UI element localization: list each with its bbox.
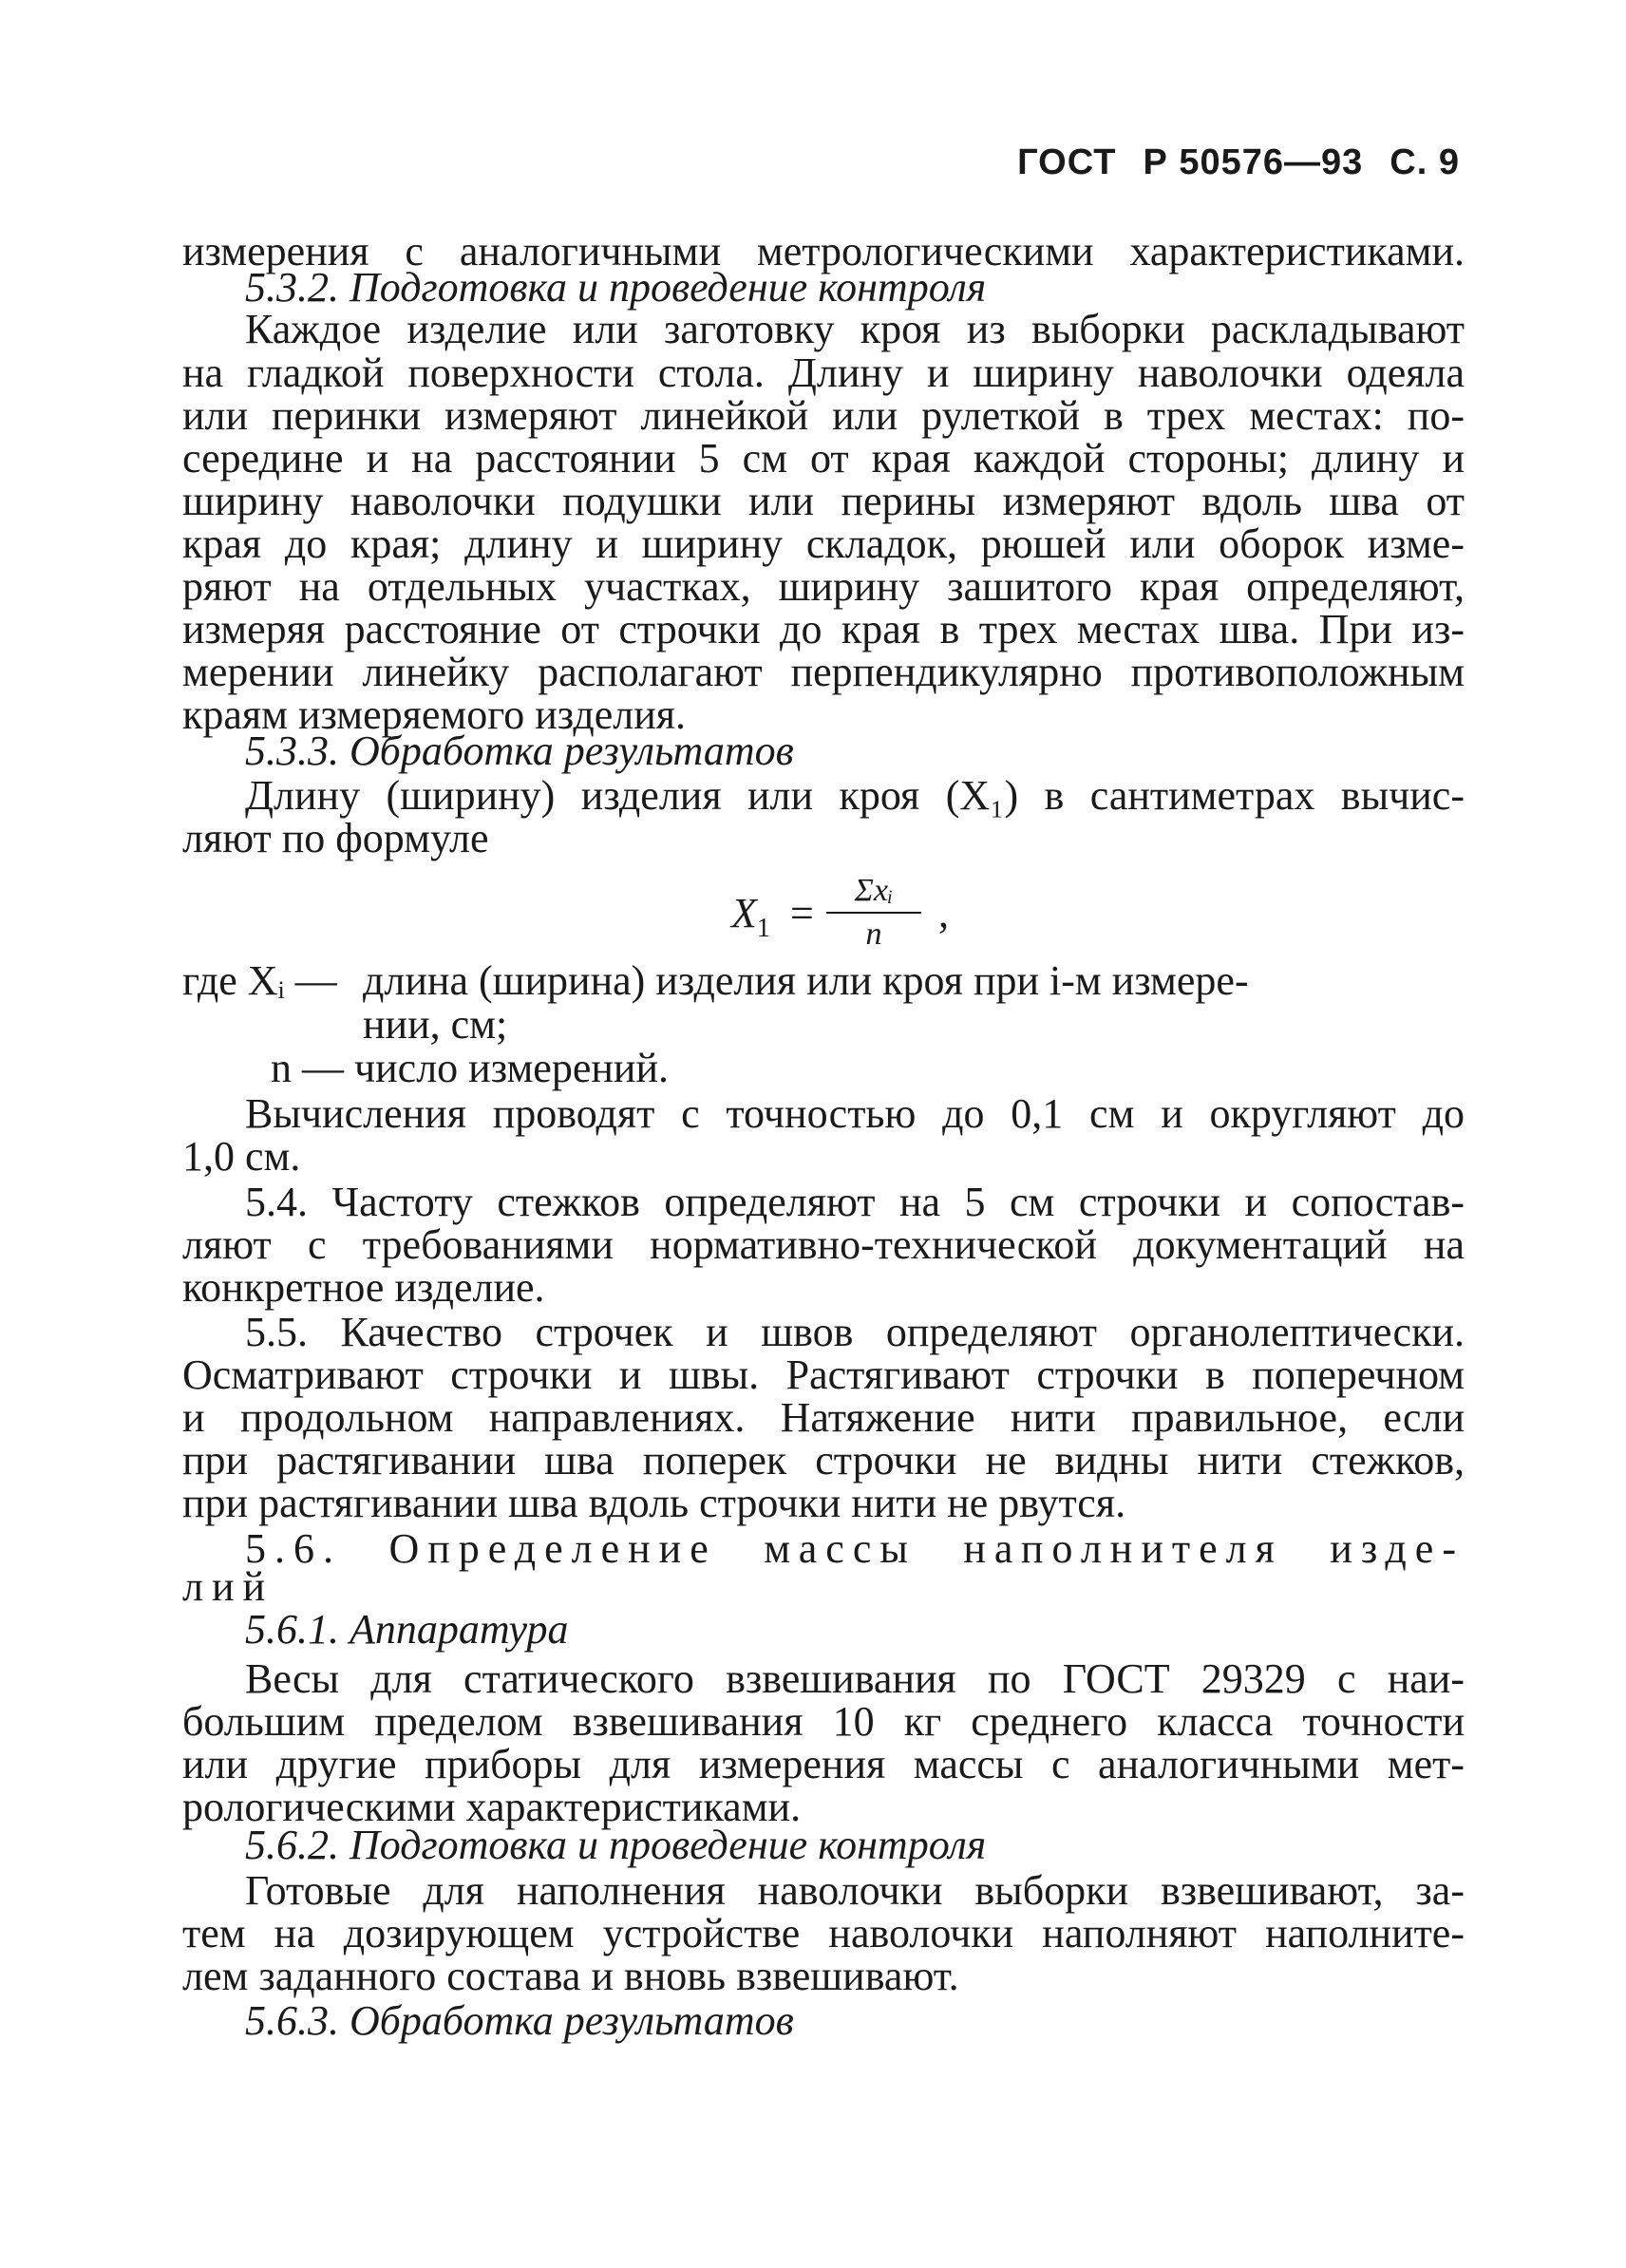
text-line: края до края; длину и ширину складок, рюшей или оборок изме- — [182, 520, 1465, 567]
text-line: мерении линейку располагают перпендикулярно противоположным — [182, 649, 1465, 695]
text-line: при растягивании шва поперек строчки не видны нити стежков, — [182, 1437, 1465, 1484]
formula — [731, 872, 1016, 957]
text-line: или другие приборы для измерения массы с аналогичными мет- — [182, 1741, 1465, 1787]
text-line: большим пределом взвешивания 10 кг среднего класса точности — [182, 1698, 1465, 1745]
text-line: Весы для статического взвешивания по ГОСТ 29329 с наи- — [245, 1655, 1465, 1702]
header-standard: ГОСТ — [1017, 142, 1117, 182]
fraction-bar — [826, 912, 921, 914]
section-heading: 5.6.2. Подготовка и проведение контроля — [245, 1822, 987, 1868]
text-line: рологическими характеристиками. — [182, 1784, 802, 1830]
formula-fraction — [826, 872, 921, 954]
text-line: нии, см; — [363, 1001, 508, 1048]
text-line: 5.4. Частоту стежков определяют на 5 см строчки и сопостав- — [245, 1179, 1465, 1225]
text-line: измерения с аналогичными метрологическими характеристиками. — [182, 228, 1465, 274]
section-heading-continuation: лий — [182, 1563, 274, 1610]
text-line: или перинки измеряют линейкой или рулеткой в трех местах: по- — [182, 392, 1465, 439]
text-line: n — число измерений. — [271, 1045, 670, 1091]
formula-denominator: n — [865, 917, 882, 952]
section-heading: 5.6.3. Обработка результатов — [245, 1997, 794, 2044]
header-page-number: С. 9 — [1390, 142, 1460, 182]
section-heading: 5.6. Определение массы наполнителя изде- — [245, 1525, 1465, 1572]
where-definition: длина (ширина) изделия или кроя при i-м измере- — [363, 957, 1249, 1004]
text-line: Готовые для наполнения наволочки выборки взвешивают, за- — [245, 1867, 1465, 1914]
text-line: середине и на расстоянии 5 см от края каждой стороны; длину и — [182, 435, 1465, 482]
text-line: Длину (ширину) изделия или кроя (X₁) в сантиметрах вычис- — [245, 772, 1465, 819]
section-heading: 5.3.3. Обработка результатов — [245, 728, 794, 774]
text-line: измеряя расстояние от строчки до края в трех местах шва. При из- — [182, 606, 1465, 652]
text-line: конкретное изделие. — [182, 1264, 545, 1311]
section-heading: 5.6.1. Аппаратура — [245, 1606, 569, 1653]
text-line: Вычисления проводят с точностью до 0,1 см и округляют до — [245, 1090, 1465, 1137]
text-line: Каждое изделие или заготовку кроя из выборки раскладывают — [245, 306, 1465, 352]
section-heading: 5.3.2. Подготовка и проведение контроля — [245, 264, 987, 311]
text-line: ряют на отдельных участках, ширину зашитого края определяют, — [182, 563, 1465, 610]
formula-numerator: Σxᵢ — [854, 873, 894, 908]
formula-equals: = — [790, 890, 814, 936]
text-line: лем заданного состава и вновь взвешивают. — [182, 1953, 959, 1999]
text-line: ширину наволочки подушки или перины измеряют вдоль шва от — [182, 478, 1465, 524]
page-header — [1017, 142, 1460, 183]
where-clause — [182, 959, 1465, 1002]
text-line: тем на дозирующем устройстве наволочки наполняют наполните- — [182, 1910, 1465, 1956]
where-label: где Xᵢ — — [182, 957, 337, 1004]
header-number: Р 50576—93 — [1143, 142, 1364, 182]
text-line: 5.5. Качество строчек и швов определяют органолептически. — [245, 1309, 1465, 1355]
text-line: ляют с требованиями нормативно-технической документаций на — [182, 1221, 1465, 1268]
text-line: краям измеряемого изделия. — [182, 691, 687, 738]
formula-comma: , — [938, 890, 949, 936]
text-line: ляют по формуле — [182, 815, 489, 861]
text-line: Осматривают строчки и швы. Растягивают строчки в поперечном — [182, 1351, 1465, 1398]
text-line: на гладкой поверхности стола. Длину и ширину наволочки одеяла — [182, 350, 1465, 396]
text-line: и продольном направлениях. Натяжение нити правильное, если — [182, 1394, 1465, 1441]
text-line: при растягивании шва вдоль строчки нити не рвутся. — [182, 1480, 1126, 1526]
formula-lhs: $X_1$ — [731, 890, 770, 943]
text-line: 1,0 см. — [182, 1133, 301, 1180]
